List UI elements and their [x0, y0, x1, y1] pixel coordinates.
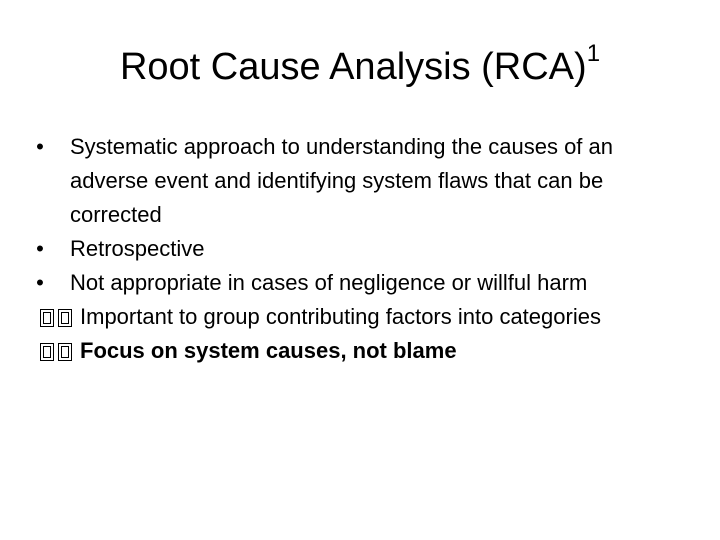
bullet-dot-icon: •	[36, 236, 44, 261]
title-footnote-marker: 1	[586, 40, 601, 68]
missing-glyph-icon	[58, 309, 72, 327]
bullet-dot-icon: •	[36, 270, 44, 295]
bullet-text: Not appropriate in cases of negligence or willful harm	[70, 270, 588, 295]
slide-body	[30, 130, 690, 368]
bullet-dot-icon: •	[36, 134, 44, 159]
missing-glyph-icon	[40, 343, 54, 361]
sub-item-text: Focus on system causes, not blame	[80, 338, 457, 363]
bullet-text: Retrospective	[70, 236, 205, 261]
missing-glyph-icon	[58, 343, 72, 361]
missing-glyph-icon	[40, 309, 54, 327]
slide-title	[0, 40, 720, 94]
bullet-item	[30, 232, 690, 266]
bullet-item	[30, 266, 690, 300]
bullet-item	[30, 130, 690, 232]
bullet-text: Systematic approach to understanding the causes of an adverse event and identifying system flaws that can be corrected	[70, 134, 614, 227]
sub-item	[40, 300, 690, 334]
sub-item	[40, 334, 690, 368]
slide-title-text: Root Cause Analysis (RCA)	[119, 46, 587, 88]
sub-item-text: Important to group contributing factors into categories	[80, 304, 601, 329]
